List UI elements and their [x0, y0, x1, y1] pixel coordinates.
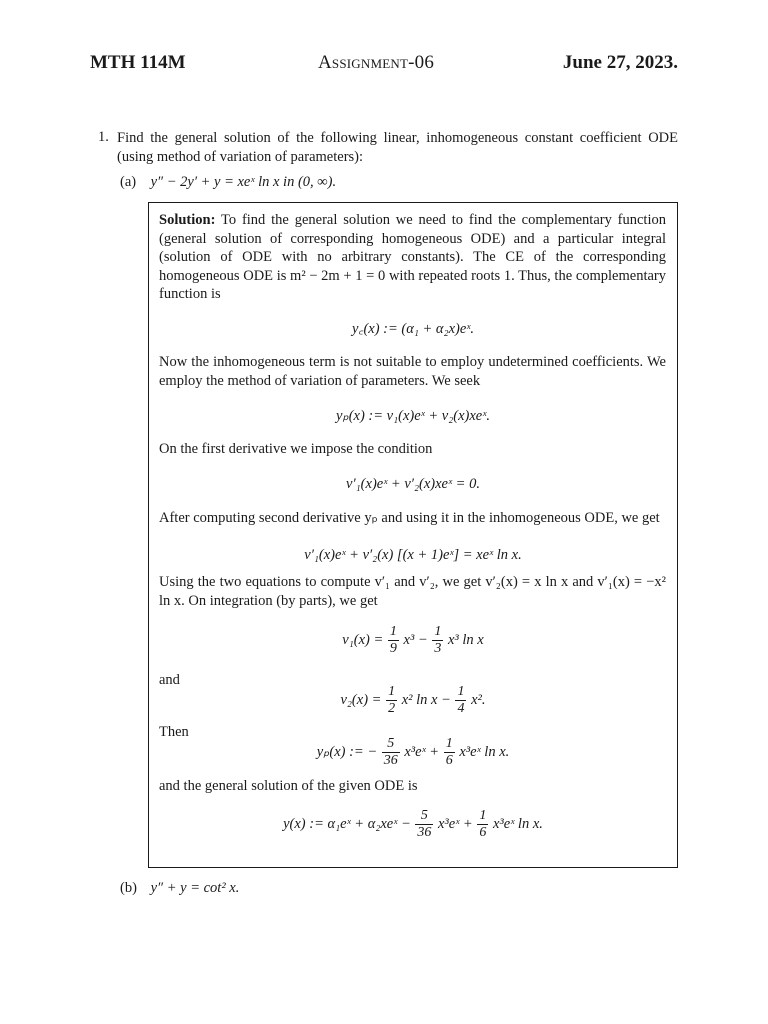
- equation-v1-end: x³ ln x: [447, 631, 484, 648]
- solution-paragraph-3: On the first derivative we impose the condition: [159, 441, 433, 457]
- question-text: Find the general solution of the following linear, inhomogeneous constant coefficient ODE (using method of variation of parameters):: [117, 130, 678, 165]
- equation-particular-form: yₚ(x) := v₁(x)eˣ + v₂(x)xeˣ.: [336, 408, 490, 424]
- fraction-numerator: 1: [389, 624, 397, 639]
- fraction-numerator: 5: [415, 808, 433, 825]
- solution-paragraph-5: Using the two equations to compute v′₁ and v′₂, we get v′₂(x) = x ln x and v′₁(x) = −x² ln x. On integration (by parts), we get: [159, 574, 666, 609]
- equation-v1-middle: x³ −: [403, 631, 428, 648]
- solution-text-1: To find the general solution we need to find the complementary function (general solution of corresponding homogeneous ODE) and a particular integral (solution of ODE with no arbitrary constants). The CE of the corresponding homogeneous ODE is m² − 2m + 1 = 0 with repeated roots 1. Thus, the complementary function is: [159, 212, 666, 302]
- fraction-denominator: 36: [383, 753, 398, 768]
- equation-first-derivative-condition: v′₁(x)eˣ + v′₂(x)xeˣ = 0.: [346, 476, 480, 492]
- course-code: MTH 114M: [90, 52, 186, 73]
- fraction-denominator: 4: [457, 701, 465, 716]
- fraction: [455, 684, 466, 717]
- fraction-denominator: 6: [479, 825, 487, 840]
- equation-v1: [148, 624, 678, 657]
- solution-paragraph-6: and: [159, 672, 180, 688]
- equation-general-lhs: y(x) := α₁eˣ + α₂xeˣ −: [283, 815, 411, 832]
- part-b: [120, 880, 239, 897]
- equation-v2: [148, 684, 678, 717]
- assignment-date: June 27, 2023.: [562, 52, 678, 73]
- fraction: [386, 684, 397, 717]
- equation-v2-end: x².: [471, 691, 486, 708]
- equation-v1-lhs: v₁(x) =: [342, 631, 384, 648]
- part-b-equation: y″ + y = cot² x.: [150, 880, 240, 896]
- fraction-denominator: 9: [389, 641, 397, 656]
- fraction: [382, 736, 400, 769]
- question-number: 1.: [98, 129, 109, 145]
- equation-v2-middle: x² ln x −: [401, 691, 451, 708]
- equation-yp-lhs: yₚ(x) := −: [316, 743, 378, 760]
- page-header: [90, 52, 678, 74]
- fraction-numerator: 1: [434, 624, 442, 639]
- equation-yp-end: x³eˣ ln x.: [459, 743, 510, 760]
- equation-particular-integral: [148, 736, 678, 769]
- fraction-numerator: 1: [445, 736, 453, 751]
- fraction: [477, 808, 488, 841]
- equation-yp-middle: x³eˣ +: [404, 743, 440, 760]
- fraction: [388, 624, 399, 657]
- part-b-label: (b): [120, 880, 137, 896]
- fraction: [415, 808, 433, 841]
- equation-substituted: v′₁(x)eˣ + v′₂(x) [(x + 1)eˣ] = xeˣ ln x.: [304, 547, 522, 563]
- equation-general-solution: [148, 808, 678, 841]
- solution-heading: Solution:: [159, 212, 216, 228]
- part-a: [120, 174, 336, 191]
- fraction-numerator: 1: [388, 684, 396, 699]
- equation-complementary-function: y꜀(x) := (α₁ + α₂x)eˣ.: [352, 321, 474, 337]
- solution-paragraph-8: and the general solution of the given ODE is: [159, 778, 418, 794]
- fraction: [432, 624, 443, 657]
- part-a-equation: y″ − 2y′ + y = xeˣ ln x in (0, ∞).: [150, 174, 337, 190]
- equation-general-middle: x³eˣ +: [438, 815, 473, 832]
- solution-paragraph-4: After computing second derivative yₚ and using it in the inhomogeneous ODE, we get: [159, 510, 660, 526]
- part-a-label: (a): [120, 174, 137, 190]
- fraction-denominator: 3: [434, 641, 442, 656]
- solution-paragraph-2: Now the inhomogeneous term is not suitable to employ undetermined coefficients. We employ the method of variation of parameters. We seek: [159, 354, 666, 389]
- equation-v2-lhs: v₂(x) =: [340, 691, 382, 708]
- fraction-denominator: 36: [417, 825, 432, 840]
- assignment-title: Assignment-06: [318, 52, 435, 73]
- fraction: [444, 736, 455, 769]
- fraction-denominator: 6: [445, 753, 453, 768]
- equation-general-end: x³eˣ ln x.: [492, 815, 543, 832]
- fraction-numerator: 1: [479, 808, 487, 823]
- fraction-numerator: 1: [457, 684, 465, 699]
- solution-paragraph-7: Then: [159, 724, 189, 740]
- solution-paragraph-1: [159, 211, 666, 304]
- fraction-numerator: 5: [382, 736, 400, 753]
- fraction-denominator: 2: [388, 701, 396, 716]
